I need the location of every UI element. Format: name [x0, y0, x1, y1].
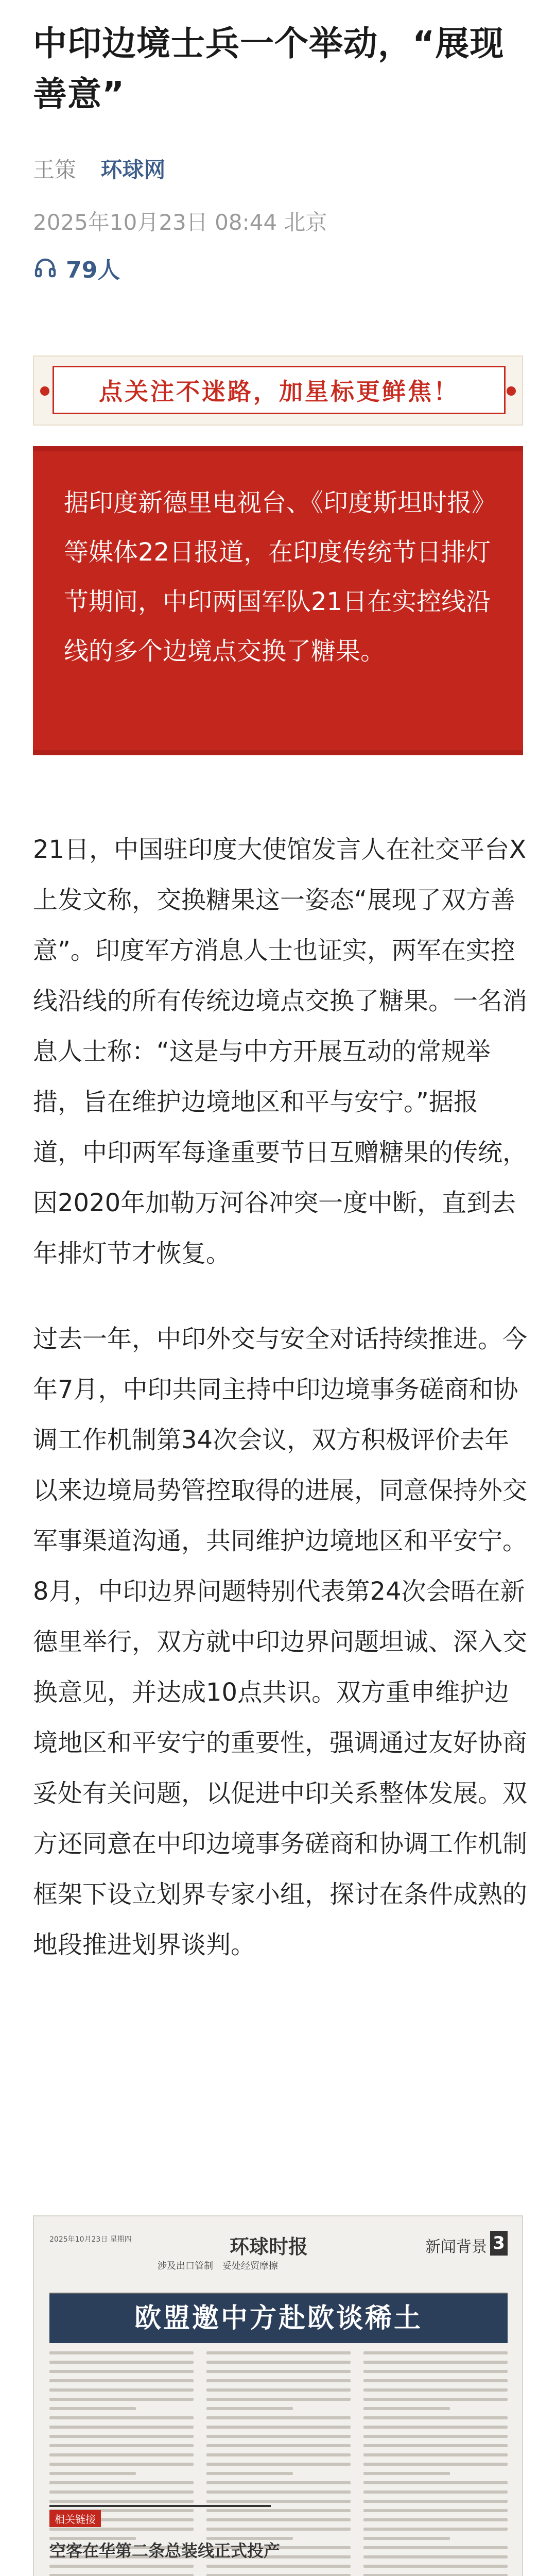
newspaper-text-line: [206, 2379, 351, 2382]
newspaper-text-line: [206, 2370, 351, 2373]
newspaper-text-line: [49, 2463, 194, 2466]
newspaper-text-line: [363, 2398, 508, 2401]
newspaper-text-line: [206, 2481, 351, 2484]
banner-right-dot-icon: [507, 386, 516, 396]
newspaper-text-line: [206, 2500, 351, 2503]
newspaper-text-line: [49, 2388, 194, 2392]
newspaper-masthead: 环球时报: [230, 2235, 308, 2258]
newspaper-text-line: [49, 2370, 194, 2373]
newspaper-text-line: [363, 2528, 508, 2531]
body-paragraph-1: 21日，中国驻印度大使馆发言人在社交平台X上发文称，交换糖果这一姿态“展现了双方善意”。印度军方消息人士也证实，两军在实控线沿线的所有传统边境点交换了糖果。一名消息人士称：“这是与中方开展互动的常规举措，旨在维护边境地区和平与安宁。”据报道，中印两军每逢重要节日互赠糖果的传统，因2020年加勒万河谷冲突一度中断，直到去年排灯节才恢复。: [33, 835, 528, 1268]
newspaper-text-line: [206, 2388, 351, 2392]
newspaper-section: 新闻背景: [425, 2238, 487, 2256]
newspaper-date: 2025年10月23日 星期四: [49, 2235, 132, 2244]
lead-summary-text: 据印度新德里电视台、《印度斯坦时报》等媒体22日报道，在印度传统节日排灯节期间，中印两国军队21日在实控线沿线的多个边境点交换了糖果。: [64, 488, 491, 666]
newspaper-text-line: [49, 2472, 136, 2475]
newspaper-text-line: [363, 2574, 508, 2576]
newspaper-text-line: [363, 2546, 508, 2549]
newspaper-text-line: [363, 2518, 508, 2521]
newspaper-text-line: [363, 2361, 508, 2364]
article-source-link[interactable]: 环球网: [100, 157, 166, 182]
newspaper-text-line: [49, 2500, 194, 2503]
newspaper-text-line: [206, 2490, 351, 2494]
newspaper-text-line: [363, 2379, 508, 2382]
newspaper-text-line: [206, 2416, 351, 2419]
newspaper-text-line: [363, 2370, 508, 2373]
newspaper-text-line: [363, 2500, 508, 2503]
newspaper-text-line: [49, 2481, 194, 2484]
newspaper-text-line: [363, 2565, 508, 2568]
newspaper-text-line: [206, 2426, 351, 2429]
newspaper-text-line: [363, 2537, 450, 2540]
newspaper-text-line: [49, 2407, 136, 2410]
newspaper-text-line: [363, 2351, 508, 2354]
newspaper-text-line: [363, 2509, 508, 2512]
newspaper-text-line: [49, 2379, 194, 2382]
lead-summary-box: [33, 446, 523, 755]
newspaper-text-line: [206, 2472, 293, 2475]
related-links-box: [49, 2505, 281, 2576]
newspaper-text-line: [206, 2398, 351, 2401]
newspaper-text-line: [363, 2435, 508, 2438]
newspaper-text-line: [363, 2490, 508, 2494]
newspaper-kicker: 涉及出口管制 妥处经贸摩擦: [158, 2261, 278, 2272]
newspaper-text-line: [49, 2398, 194, 2401]
newspaper-text-line: [206, 2361, 351, 2364]
newspaper-text-line: [363, 2426, 508, 2429]
body-paragraph-2: 过去一年，中印外交与安全对话持续推进。今年7月，中印共同主持中印边境事务磋商和协调工作机制第34次会议，双方积极评价去年以来边境局势管控取得的进展，同意保持外交军事渠道沟通，共同维护边境地区和平安宁。8月，中印边界问题特别代表第24次会晤在新德里举行，双方就中印边界问题坦诚、深入交换意见，并达成10点共识。双方重申维护边境地区和平安宁的重要性，强调通过友好协商妥处有关问题，以促进中印关系整体发展。双方还同意在中印边境事务磋商和协调工作机制框架下设立划界专家小组，探讨在条件成熟的地段推进划界谈判。: [33, 1325, 528, 1959]
newspaper-text-line: [49, 2361, 194, 2364]
related-links-tag: 相关链接: [49, 2510, 101, 2527]
newspaper-text-line: [49, 2490, 194, 2494]
newspaper-page-number: 3: [490, 2231, 508, 2256]
newspaper-text-line: [363, 2388, 508, 2392]
newspaper-text-line: [363, 2444, 508, 2447]
related-headline: 空客在华第二条总装线正式投产: [49, 2541, 281, 2561]
newspaper-text-line: [49, 2435, 194, 2438]
article-datetime: 2025年10月23日 08:44 北京: [33, 210, 327, 235]
newspaper-text-line: [363, 2472, 450, 2475]
headphones-icon: [33, 256, 58, 280]
newspaper-text-line: [49, 2453, 194, 2456]
newspaper-text-line: [363, 2416, 508, 2419]
follow-banner-text: 点关注不迷路，加星标更鲜焦！: [99, 378, 459, 405]
listener-count: 79人: [66, 257, 120, 283]
newspaper-text-line: [206, 2453, 351, 2456]
newspaper-text-line: [363, 2481, 508, 2484]
newspaper-header: [49, 2231, 508, 2294]
newspaper-text-line: [206, 2444, 351, 2447]
article-author: 王策: [33, 157, 77, 182]
newspaper-text-line: [49, 2416, 194, 2419]
newspaper-text-line: [49, 2444, 194, 2447]
newspaper-text-line: [49, 2351, 194, 2354]
listen-button[interactable]: [33, 252, 120, 283]
newspaper-text-line: [49, 2426, 194, 2429]
newspaper-page-image[interactable]: [33, 2215, 523, 2576]
follow-banner[interactable]: [33, 355, 523, 426]
newspaper-text-line: [363, 2453, 508, 2456]
newspaper-text-line: [206, 2463, 351, 2466]
newspaper-text-line: [363, 2407, 450, 2410]
banner-left-dot-icon: [40, 386, 49, 396]
newspaper-text-line: [206, 2407, 293, 2410]
newspaper-text-line: [363, 2463, 508, 2466]
newspaper-text-line: [206, 2435, 351, 2438]
newspaper-headline: 欧盟邀中方赴欧谈稀土: [49, 2294, 508, 2343]
newspaper-text-line: [363, 2555, 508, 2558]
article-meta: [33, 155, 165, 185]
newspaper-text-line: [206, 2351, 351, 2354]
article-title: 中印边境士兵一个举动，“展现善意”: [33, 24, 505, 114]
follow-banner-strip: [53, 366, 506, 414]
